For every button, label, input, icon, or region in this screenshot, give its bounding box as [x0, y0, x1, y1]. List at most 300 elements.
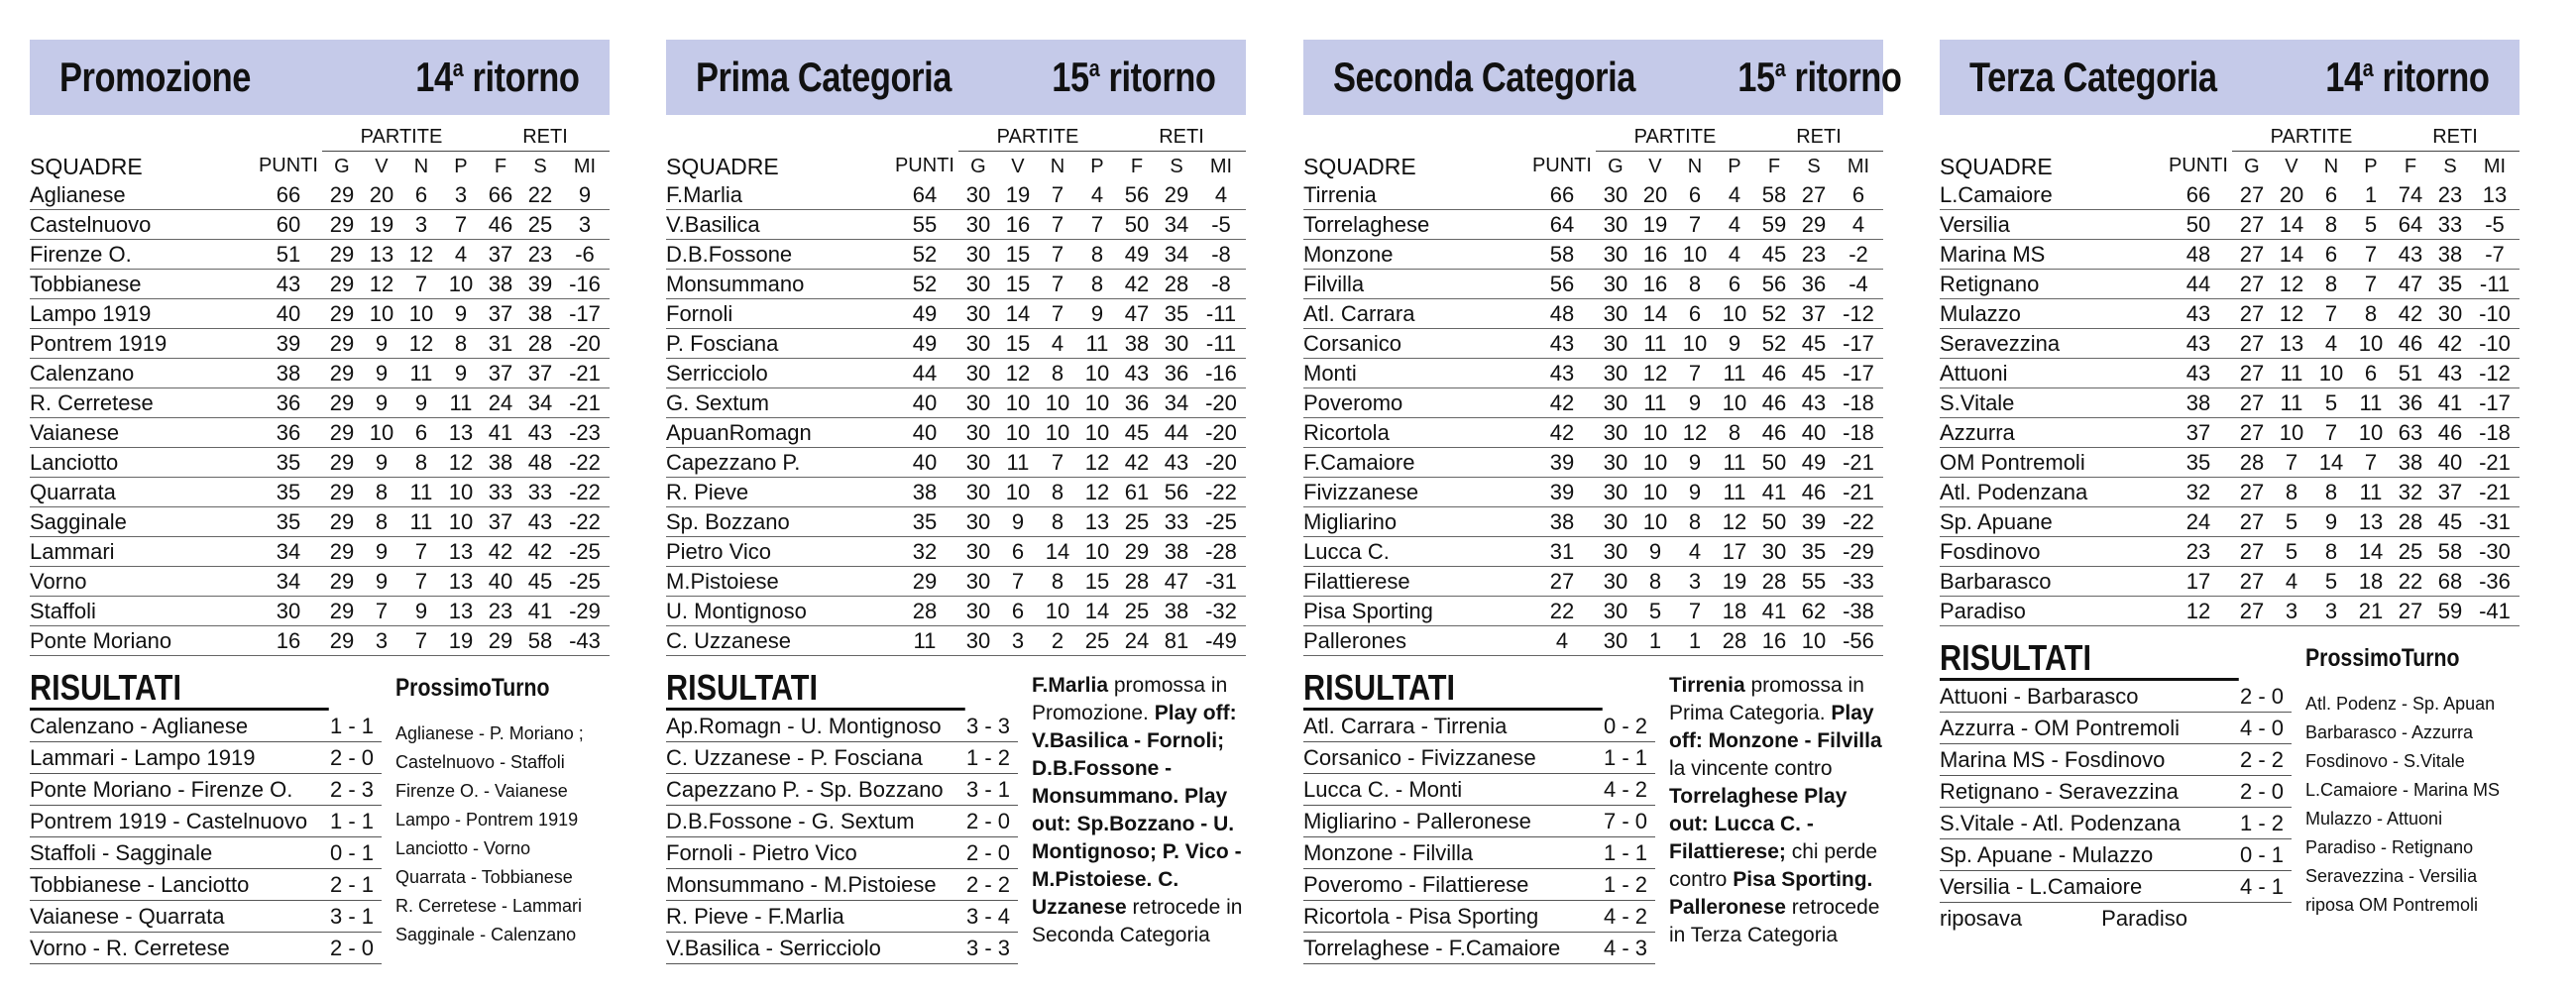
league-column [666, 40, 1246, 964]
column-header: S [533, 155, 547, 177]
stat-cell: 30 [958, 359, 998, 388]
stat-cell: -8 [1196, 270, 1246, 299]
stat-cell: 40 [891, 418, 958, 448]
stat-cell: 6 [1675, 299, 1715, 329]
round-ordinal: a [2363, 55, 2374, 82]
column-header: PUNTI [894, 155, 954, 177]
stat-cell: 56 [1528, 270, 1596, 299]
stat-cell: -11 [1196, 329, 1246, 359]
stat-cell: 6 [1715, 270, 1754, 299]
team-name: R. Pieve [666, 478, 891, 507]
stat-cell: 29 [322, 448, 362, 478]
stat-cell: 29 [322, 299, 362, 329]
team-name: G. Sextum [666, 388, 891, 418]
stat-cell: 5 [1635, 597, 1675, 626]
stat-cell: -20 [1196, 448, 1246, 478]
stat-cell: -11 [2470, 270, 2520, 299]
stat-cell: 10 [441, 478, 481, 507]
stat-cell: 29 [322, 329, 362, 359]
stat-cell: -23 [560, 418, 610, 448]
results-table [1940, 681, 2292, 934]
next-round-title: ProssimoTurno [395, 674, 550, 702]
match-teams: Corsanico - Fivizzanese [1303, 742, 1596, 774]
stat-cell: 40 [2430, 448, 2470, 478]
stat-cell: 30 [958, 270, 998, 299]
stat-cell: 29 [322, 270, 362, 299]
stat-cell: 36 [1794, 270, 1834, 299]
standings-row [1303, 299, 1883, 329]
result-row [1940, 871, 2292, 903]
stat-cell: 29 [322, 537, 362, 567]
standings-row [666, 210, 1246, 240]
stat-cell: 33 [2430, 210, 2470, 240]
team-name: Barbarasco [1940, 567, 2165, 597]
stat-cell: 7 [1675, 359, 1715, 388]
stat-cell: 14 [1077, 597, 1117, 626]
stat-cell: 7 [2351, 270, 2391, 299]
standings-row [30, 388, 610, 418]
match-score: 1 - 1 [1596, 742, 1655, 774]
stat-cell: 38 [2165, 388, 2232, 418]
stat-cell: 24 [1117, 626, 1157, 656]
stat-cell: 52 [1754, 329, 1794, 359]
match-score: 2 - 0 [2232, 776, 2292, 808]
stat-cell: 29 [1157, 180, 1196, 210]
column-header: MI [1847, 155, 1870, 177]
stat-cell: 7 [401, 567, 441, 597]
stat-cell: -16 [560, 270, 610, 299]
standings-row [30, 329, 610, 359]
stat-cell: 11 [891, 626, 958, 656]
stat-cell: -32 [1196, 597, 1246, 626]
team-name: Staffoli [30, 597, 255, 626]
stat-cell: 30 [255, 597, 322, 626]
stat-cell: 49 [1794, 448, 1834, 478]
stat-cell: -17 [1834, 359, 1883, 388]
stat-cell: 8 [1038, 567, 1077, 597]
result-row [1303, 933, 1655, 964]
stat-cell: 38 [1157, 597, 1196, 626]
note-segment: Pisa Sporting. [1733, 868, 1873, 891]
team-name: D.B.Fossone [666, 240, 891, 270]
stat-cell: -21 [2470, 448, 2520, 478]
standings-row [1303, 359, 1883, 388]
team-name: Poveromo [1303, 388, 1528, 418]
stat-cell: 64 [1528, 210, 1596, 240]
stat-cell: 30 [1596, 270, 1635, 299]
stat-cell: -8 [1196, 240, 1246, 270]
stat-cell: 29 [322, 507, 362, 537]
match-score: 1 - 2 [958, 742, 1018, 774]
results-title: RISULTATI [30, 668, 329, 711]
stat-cell: 29 [322, 180, 362, 210]
stat-cell: 37 [1794, 299, 1834, 329]
stat-cell: -20 [560, 329, 610, 359]
stat-cell: 30 [958, 537, 998, 567]
stat-cell: 9 [441, 359, 481, 388]
standings-row [666, 388, 1246, 418]
standings-row [1303, 388, 1883, 418]
stat-cell: 27 [2391, 597, 2430, 626]
match-teams: Versilia - L.Camaiore [1940, 871, 2232, 903]
match-score: 4 - 1 [2232, 871, 2292, 903]
stat-cell: 7 [2272, 448, 2311, 478]
match-teams: Monzone - Filvilla [1303, 837, 1596, 869]
stat-cell: 52 [891, 240, 958, 270]
stat-cell: 35 [255, 448, 322, 478]
team-name: Torrelaghese [1303, 210, 1528, 240]
stat-cell: 30 [1754, 537, 1794, 567]
stat-cell: 34 [520, 388, 560, 418]
stat-cell: 33 [520, 478, 560, 507]
column-header: S [1170, 155, 1183, 177]
stat-cell: 18 [1715, 597, 1754, 626]
stat-cell: 16 [1635, 270, 1675, 299]
stat-cell: 10 [2351, 418, 2391, 448]
partite-group-header: PARTITE [958, 123, 1117, 152]
stat-cell: 30 [1596, 567, 1635, 597]
result-row [1940, 808, 2292, 839]
stat-cell: 35 [1157, 299, 1196, 329]
team-name: Vorno [30, 567, 255, 597]
column-header: MI [2483, 155, 2507, 177]
stat-cell: 28 [1117, 567, 1157, 597]
stat-cell: -56 [1834, 626, 1883, 656]
stat-cell: 1 [1635, 626, 1675, 656]
stat-cell: 40 [891, 448, 958, 478]
stat-cell: 46 [2430, 418, 2470, 448]
stat-cell: 24 [2165, 507, 2232, 537]
stat-cell: 13 [441, 597, 481, 626]
stat-cell: 7 [2311, 299, 2351, 329]
match-teams: D.B.Fossone - G. Sextum [666, 806, 958, 837]
stat-cell: 7 [1038, 299, 1077, 329]
stat-cell: 1 [2351, 180, 2391, 210]
stat-cell: 10 [1038, 388, 1077, 418]
match-teams: Pontrem 1919 - Castelnuovo [30, 806, 322, 837]
stat-cell: 64 [891, 180, 958, 210]
stat-cell: 19 [1715, 567, 1754, 597]
round-label [2326, 54, 2490, 101]
bottom-section [1940, 638, 2520, 934]
result-row [666, 837, 1018, 869]
round-label [416, 54, 580, 101]
stat-cell: 23 [520, 240, 560, 270]
standings-row [30, 210, 610, 240]
stat-cell: 45 [520, 567, 560, 597]
stat-cell: 13 [2272, 329, 2311, 359]
stat-cell: 55 [1794, 567, 1834, 597]
stat-cell: 1 [1675, 626, 1715, 656]
stat-cell: 42 [1528, 418, 1596, 448]
stat-cell: 35 [2165, 448, 2232, 478]
team-name: Vaianese [30, 418, 255, 448]
stat-cell: 30 [1596, 240, 1635, 270]
stat-cell: -21 [560, 359, 610, 388]
stat-cell: 27 [1794, 180, 1834, 210]
result-row [1303, 901, 1655, 933]
reti-group-header: RETI [2391, 123, 2520, 152]
stat-cell: 25 [520, 210, 560, 240]
stat-cell: 30 [958, 597, 998, 626]
match-teams: Capezzano P. - Sp. Bozzano [666, 774, 958, 806]
team-name: Corsanico [1303, 329, 1528, 359]
standings-row [30, 626, 610, 656]
stat-cell: 36 [1117, 388, 1157, 418]
stat-cell: 81 [1157, 626, 1196, 656]
stat-cell: 10 [1675, 329, 1715, 359]
stat-cell: 27 [2232, 240, 2272, 270]
stat-cell: 50 [1117, 210, 1157, 240]
stat-cell: 12 [2272, 270, 2311, 299]
team-name: Lanciotto [30, 448, 255, 478]
stat-cell: 10 [1077, 359, 1117, 388]
side-block [2305, 638, 2520, 934]
standings-row [30, 597, 610, 626]
team-name: F.Camaiore [1303, 448, 1528, 478]
stat-cell: 13 [2470, 180, 2520, 210]
note-segment: Play off: V.Basilica - Fornoli; D.B.Fossone - Monsummano. [1032, 702, 1237, 808]
stat-cell: 35 [891, 507, 958, 537]
stat-cell: 12 [1077, 478, 1117, 507]
match-teams: Torrelaghese - F.Camaiore [1303, 933, 1596, 964]
stat-cell: 15 [998, 329, 1038, 359]
stat-cell: 33 [1157, 507, 1196, 537]
next-round-match: Castelnuovo - Staffoli [395, 752, 565, 772]
standings-row [666, 507, 1246, 537]
stat-cell: 25 [1117, 597, 1157, 626]
partite-group-header: PARTITE [2232, 123, 2391, 152]
stat-cell: 29 [1117, 537, 1157, 567]
round-word: ritorno [1794, 54, 1902, 100]
column-header: N [1050, 155, 1065, 177]
next-round-match: Fosdinovo - S.Vitale [2305, 751, 2465, 771]
stat-cell: 27 [2232, 537, 2272, 567]
team-name: S.Vitale [1940, 388, 2165, 418]
stat-cell: 4 [2311, 329, 2351, 359]
round-number: 14 [2325, 54, 2364, 100]
stat-cell: -49 [1196, 626, 1246, 656]
column-header: S [2443, 155, 2457, 177]
stat-cell: -29 [560, 597, 610, 626]
league-note [1032, 672, 1246, 949]
stat-cell: 5 [2311, 567, 2351, 597]
stat-cell: 5 [2351, 210, 2391, 240]
stat-cell: 30 [1596, 388, 1635, 418]
stat-cell: 43 [520, 418, 560, 448]
stat-cell: -17 [560, 299, 610, 329]
stat-cell: 36 [1157, 359, 1196, 388]
match-score: 0 - 1 [2232, 839, 2292, 871]
column-header: SQUADRE [30, 154, 143, 179]
standings-row [30, 507, 610, 537]
stat-cell: 34 [255, 567, 322, 597]
team-name: Atl. Carrara [1303, 299, 1528, 329]
standings-table [30, 123, 610, 656]
match-score: 2 - 0 [322, 742, 382, 774]
stat-cell: 4 [1196, 180, 1246, 210]
stat-cell: 32 [891, 537, 958, 567]
results-block [1303, 668, 1655, 964]
stat-cell: 10 [1715, 299, 1754, 329]
column-header: N [413, 155, 429, 177]
group-header-row [1940, 123, 2520, 152]
next-round-match: Mulazzo - Attuoni [2305, 809, 2443, 829]
stat-cell: 8 [1038, 478, 1077, 507]
stat-cell: 30 [958, 448, 998, 478]
stat-cell: -20 [1196, 388, 1246, 418]
match-score: 2 - 0 [322, 933, 382, 964]
stat-cell: 16 [1635, 240, 1675, 270]
stat-cell: 39 [1528, 478, 1596, 507]
column-header: SQUADRE [1940, 154, 2053, 179]
standings-row [666, 240, 1246, 270]
stat-cell: 8 [362, 507, 401, 537]
stat-cell: -12 [1834, 299, 1883, 329]
stat-cell: 14 [2351, 537, 2391, 567]
standings-row [666, 478, 1246, 507]
standings-row [666, 299, 1246, 329]
stat-cell: 20 [1635, 180, 1675, 210]
stat-cell: 8 [2311, 210, 2351, 240]
stat-cell: 36 [255, 418, 322, 448]
stat-cell: 32 [2165, 478, 2232, 507]
team-name: Mulazzo [1940, 299, 2165, 329]
stat-cell: 14 [1038, 537, 1077, 567]
result-row [30, 742, 382, 774]
match-teams: V.Basilica - Serricciolo [666, 933, 958, 964]
stat-cell: 46 [1754, 418, 1794, 448]
team-name: Fosdinovo [1940, 537, 2165, 567]
stat-cell: 7 [441, 210, 481, 240]
stat-cell: 20 [2272, 180, 2311, 210]
standings-row [666, 359, 1246, 388]
stat-cell: 38 [2430, 240, 2470, 270]
stat-cell: 52 [891, 270, 958, 299]
standings-row [666, 329, 1246, 359]
stat-cell: 38 [1117, 329, 1157, 359]
stat-cell: 47 [2391, 270, 2430, 299]
match-score: 7 - 0 [1596, 806, 1655, 837]
match-teams: Marina MS - Fosdinovo [1940, 744, 2232, 776]
stat-cell: 4 [1675, 537, 1715, 567]
standings-row [1303, 180, 1883, 210]
stat-cell: 3 [441, 180, 481, 210]
team-name: Monsummano [666, 270, 891, 299]
next-round-match: Barbarasco - Azzurra [2305, 722, 2474, 742]
stat-cell: 11 [401, 478, 441, 507]
league-column [30, 40, 610, 964]
column-header: F [494, 155, 507, 177]
stat-cell: 12 [1077, 448, 1117, 478]
standings-row [30, 359, 610, 388]
stat-cell: 59 [2430, 597, 2470, 626]
stat-cell: 34 [1157, 240, 1196, 270]
stat-cell: 47 [1117, 299, 1157, 329]
standings-row [30, 567, 610, 597]
stat-cell: 27 [2232, 329, 2272, 359]
team-name: Retignano [1940, 270, 2165, 299]
stat-cell: 14 [2272, 240, 2311, 270]
stat-cell: 31 [481, 329, 520, 359]
stat-cell: 35 [1794, 537, 1834, 567]
stat-cell: 27 [2232, 359, 2272, 388]
stat-cell: 4 [1834, 210, 1883, 240]
stat-cell: 27 [2232, 597, 2272, 626]
stat-cell: 29 [322, 359, 362, 388]
column-header: MI [1209, 155, 1233, 177]
next-round-title: ProssimoTurno [2305, 644, 2460, 672]
results-title: RISULTATI [1940, 638, 2239, 681]
match-score: 4 - 0 [2232, 713, 2292, 744]
column-header: G [2244, 155, 2260, 177]
stat-cell: 12 [362, 270, 401, 299]
team-name: Aglianese [30, 180, 255, 210]
stat-cell: 56 [1157, 478, 1196, 507]
stat-cell: 28 [520, 329, 560, 359]
stat-cell: 38 [481, 448, 520, 478]
stat-cell: 27 [2232, 299, 2272, 329]
round-word: ritorno [2382, 54, 2490, 100]
stat-cell: 45 [1117, 418, 1157, 448]
next-round-match: Sagginale - Calenzano [395, 925, 577, 944]
next-round-match: Lampo - Pontrem 1919 [395, 810, 579, 830]
note-segment: Play out: Sp.Bozzano - U. Montignoso; P. Vico - M.Pistoiese. [1032, 785, 1242, 891]
stat-cell: 4 [1528, 626, 1596, 656]
stat-cell: 10 [1635, 448, 1675, 478]
stat-cell: 23 [481, 597, 520, 626]
stat-cell: 12 [401, 329, 441, 359]
stat-cell: 7 [1675, 210, 1715, 240]
team-name: Filattierese [1303, 567, 1528, 597]
team-name: Sp. Bozzano [666, 507, 891, 537]
stat-cell: 41 [481, 418, 520, 448]
stat-cell: 38 [255, 359, 322, 388]
team-name: Paradiso [1940, 597, 2165, 626]
stat-cell: 30 [958, 299, 998, 329]
stat-cell: 8 [1715, 418, 1754, 448]
stat-cell: -17 [2470, 388, 2520, 418]
stat-cell: 63 [2391, 418, 2430, 448]
match-score: 1 - 1 [1596, 837, 1655, 869]
stat-cell: 12 [2272, 299, 2311, 329]
stat-cell: 59 [1754, 210, 1794, 240]
match-score: 4 - 2 [1596, 901, 1655, 933]
stat-cell: 6 [998, 597, 1038, 626]
stat-cell: 38 [2391, 448, 2430, 478]
stat-cell: 30 [958, 210, 998, 240]
stat-cell: 27 [2232, 180, 2272, 210]
stat-cell: 30 [958, 388, 998, 418]
league-column [1940, 40, 2520, 934]
team-name: C. Uzzanese [666, 626, 891, 656]
match-score: 4 - 2 [1596, 774, 1655, 806]
side-block [1032, 668, 1246, 964]
stat-cell: -21 [560, 388, 610, 418]
stat-cell: -10 [2470, 299, 2520, 329]
stat-cell: 66 [481, 180, 520, 210]
standings-row [1940, 418, 2520, 448]
stat-cell: 9 [1675, 388, 1715, 418]
stat-cell: 27 [2232, 270, 2272, 299]
next-round-match: riposa OM Pontremoli [2305, 895, 2479, 915]
match-teams: Lammari - Lampo 1919 [30, 742, 322, 774]
stat-cell: 6 [401, 180, 441, 210]
stat-cell: 39 [255, 329, 322, 359]
stat-cell: 58 [2430, 537, 2470, 567]
stat-cell: -18 [2470, 418, 2520, 448]
stat-cell: 50 [2165, 210, 2232, 240]
